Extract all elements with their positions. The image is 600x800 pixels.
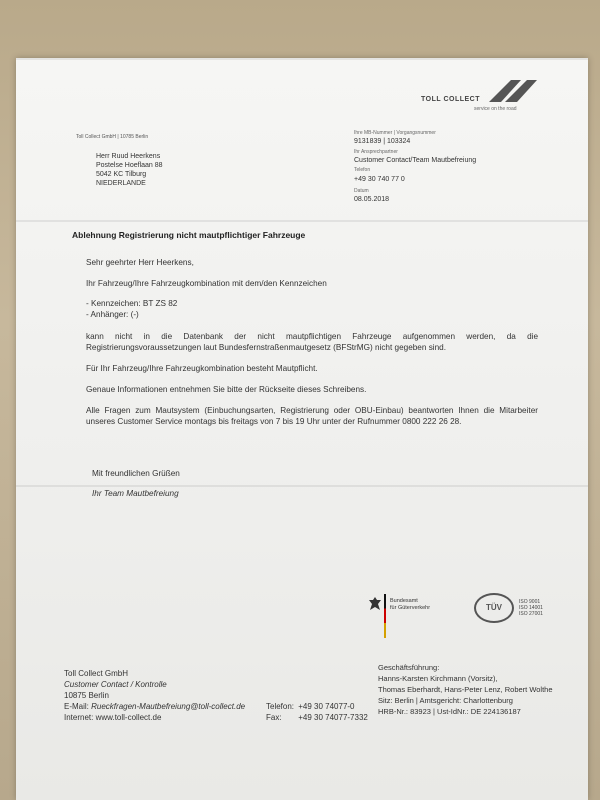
certification-seal-icon xyxy=(474,593,514,623)
footer-management-line-1: Hanns-Karsten Kirchmann (Vorsitz), xyxy=(378,674,498,683)
agency-line-1: Bundesamt xyxy=(390,598,418,604)
contact-label: Ihr Ansprechpartner xyxy=(354,149,398,155)
recipient-country: NIEDERLANDE xyxy=(96,180,146,187)
footer-contact-block xyxy=(266,701,368,723)
sender-line: Toll Collect GmbH | 10785 Berlin xyxy=(76,134,149,140)
toll-collect-logo-icon xyxy=(471,78,541,104)
footer-management-block xyxy=(378,662,553,717)
cert-iso-27001: ISO 27001 xyxy=(519,611,543,617)
recipient-name: Herr Ruud Heerkens xyxy=(96,153,161,160)
cert-iso-14001: ISO 14001 xyxy=(519,605,543,611)
footer-company: Toll Collect GmbH xyxy=(64,669,129,678)
flag-stripe xyxy=(384,594,386,638)
paragraph-rejection: kann nicht in die Datenbank der nicht mautpflichtigen Fahrzeuge aufgenommen werden, da die Registrierungsvoraussetzungen laut Bundesfernstraßenmautgesetz (BFStrMG) nicht gegeben sind. xyxy=(86,332,538,352)
fold-line-lower xyxy=(16,485,588,487)
footer-internet-label: Internet: xyxy=(64,713,94,722)
footer-email-link[interactable]: Rueckfragen-Mautbefreiung@toll-collect.de xyxy=(91,702,246,711)
certification-list xyxy=(519,599,543,617)
recipient-city: 5042 KC Tilburg xyxy=(96,171,147,178)
footer-fax: +49 30 74077-7332 xyxy=(298,713,368,722)
letter-sheet xyxy=(16,58,588,800)
signature: Ihr Team Mautbefreiung xyxy=(92,489,179,498)
contact-value: Customer Contact/Team Mautbefreiung xyxy=(354,157,477,164)
fold-line-top xyxy=(16,58,588,60)
footer-fax-label: Fax: xyxy=(266,713,282,722)
agency-line-2: für Güterverkehr xyxy=(390,605,431,611)
trailer-line: - Anhänger: (-) xyxy=(86,310,139,319)
fold-line-upper xyxy=(16,220,588,222)
recipient-street: Postelse Hoeflaan 88 xyxy=(96,162,163,169)
plate-line: - Kennzeichen: BT ZS 82 xyxy=(86,299,178,308)
footer-department: Customer Contact / Kontrolle xyxy=(64,680,167,689)
footer-register: HRB-Nr.: 83923 | Ust-IdNr.: DE 224136187 xyxy=(378,707,521,716)
phone-label: Telefon xyxy=(354,167,371,173)
paragraph-contact: Alle Fragen zum Mautsystem (Einbuchungsarten, Registrierung oder OBU-Einbau) beantworten Ihnen die Mitarbeiter unseres Customer Service montags bis freitags von 7 bis 19 Uhr unter der Rufnummer 0800 222 26 28. xyxy=(86,406,538,426)
closing: Mit freundlichen Grüßen xyxy=(92,469,180,478)
footer-management-label: Geschäftsführung: xyxy=(378,663,440,672)
cert-iso-9001: ISO 9001 xyxy=(519,599,541,605)
paragraph-toll-liability: Für Ihr Fahrzeug/Ihre Fahrzeugkombination besteht Mautpflicht. xyxy=(86,364,318,373)
recipient-address xyxy=(96,152,163,188)
footer-phone: +49 30 74077-0 xyxy=(298,702,355,711)
footer-company-block xyxy=(64,668,245,723)
logo-text: TOLL COLLECT xyxy=(421,96,481,103)
footer-phone-label: Telefon: xyxy=(266,702,295,711)
footer-management-line-2: Thomas Eberhardt, Hans-Peter Lenz, Robert Wolthe xyxy=(378,685,553,694)
intro-line: Ihr Fahrzeug/Ihre Fahrzeugkombination mit dem/den Kennzeichen xyxy=(86,279,327,288)
footer-website-link[interactable]: www.toll-collect.de xyxy=(95,713,162,722)
certification-seal-text: TÜV xyxy=(486,603,502,612)
reference-number-label: Ihre MB-Nummer | Vorgangsnummer xyxy=(354,130,436,136)
footer-email-label: E-Mail: xyxy=(64,702,89,711)
phone-value: +49 30 740 77 0 xyxy=(354,176,405,183)
reference-block xyxy=(354,130,476,203)
letter-subject: Ablehnung Registrierung nicht mautpflichtiger Fahrzeuge xyxy=(72,230,306,240)
footer-seat: Sitz: Berlin | Amtsgericht: Charlottenburg xyxy=(378,696,513,705)
federal-eagle-icon xyxy=(368,596,382,612)
reference-number-value: 9131839 | 103324 xyxy=(354,138,411,145)
agency-logo-text xyxy=(390,598,430,612)
salutation: Sehr geehrter Herr Heerkens, xyxy=(86,258,194,267)
logo-tagline: service on the road xyxy=(474,106,517,112)
date-label: Datum xyxy=(354,188,369,194)
footer-postal: 10875 Berlin xyxy=(64,691,109,700)
date-value: 08.05.2018 xyxy=(354,196,390,203)
paragraph-info: Genaue Informationen entnehmen Sie bitte der Rückseite dieses Schreibens. xyxy=(86,385,367,394)
